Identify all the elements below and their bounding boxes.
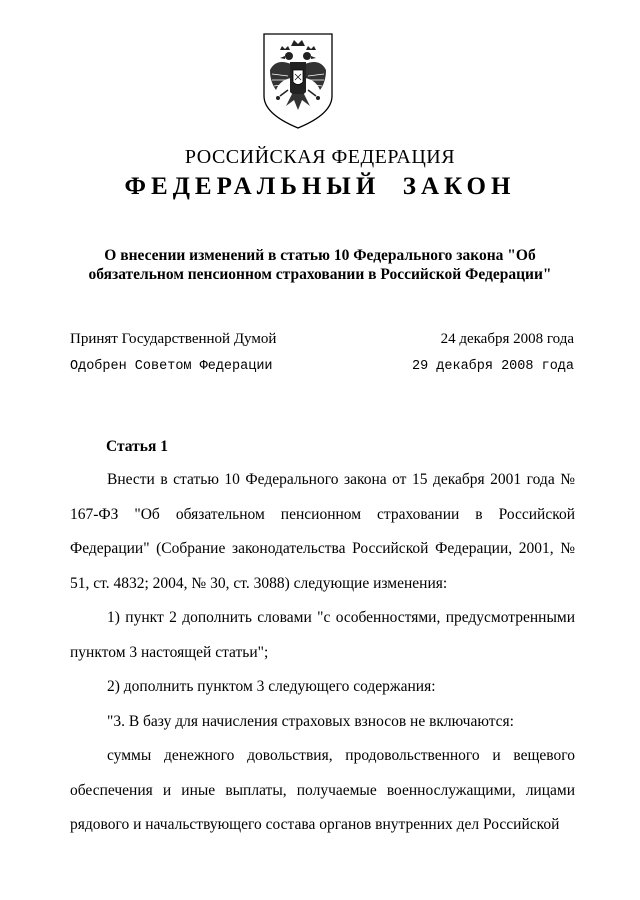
duma-adoption-row (70, 331, 574, 348)
article-paragraph: Внести в статью 10 Федерального закона от 15 декабря 2001 года № 167-ФЗ "Об обязательном пенсионном страховании в Российской Федерации" (Собрание законодательства Российской Федерации, 2001, № 51, ст. 4832; 2004, № 30, ст. 3088) следующие изменения: (70, 471, 575, 592)
law-title: О внесении изменений в статью 10 Федерального закона "Об обязательном пенсионном страховании в Российской Федерации" (88, 247, 552, 283)
council-approval-date: 29 декабря 2008 года (411, 359, 574, 374)
duma-adoption-label: Принят Государственной Думой (70, 331, 277, 347)
russian-coat-of-arms-icon (258, 30, 338, 132)
council-approval-label: Одобрен Советом Федерации (70, 359, 273, 374)
country-name: РОССИЙСКАЯ ФЕДЕРАЦИЯ (184, 146, 456, 168)
article-heading: Статья 1 (106, 438, 168, 455)
duma-adoption-date: 24 декабря 2008 года (440, 331, 574, 347)
council-approval-row (70, 359, 574, 374)
article-paragraph: 2) дополнить пунктом 3 следующего содержания: (107, 678, 436, 695)
article-paragraph: суммы денежного довольствия, продовольственного и вещевого обеспечения и иные выплаты, получаемые военнослужащими, лицами рядового и начальствующего состава органов внутренних дел Российской (70, 747, 575, 833)
article-paragraph: "3. В базу для начисления страховых взносов не включаются: (107, 713, 514, 730)
document-type: ФЕДЕРАЛЬНЫЙ ЗАКОН (124, 173, 516, 200)
article-paragraph: 1) пункт 2 дополнить словами "с особенностями, предусмотренными пунктом 3 настоящей статьи"; (70, 609, 575, 661)
